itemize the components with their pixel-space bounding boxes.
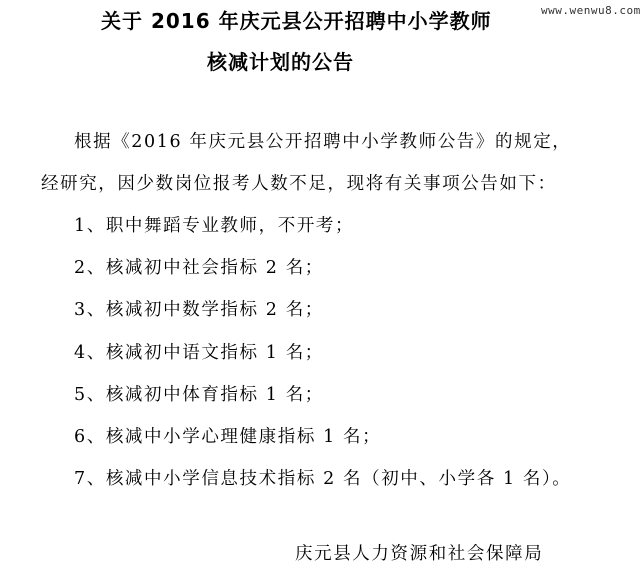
title-line-1: 关于 2016 年庆元县公开招聘中小学教师 (101, 9, 492, 33)
list-item: 4、核减初中语文指标 1 名； (74, 343, 324, 363)
list-item: 3、核减初中数学指标 2 名； (74, 300, 324, 320)
list-item: 2、核减初中社会指标 2 名； (74, 258, 324, 278)
title-line-2: 核减计划的公告 (207, 50, 354, 74)
list-item: 7、核减中小学信息技术指标 2 名（初中、小学各 1 名）。 (74, 469, 572, 489)
watermark: www.wenwu8.com (541, 4, 641, 17)
intro-line-2: 经研究，因少数岗位报考人数不足，现将有关事项公告如下： (41, 174, 557, 194)
list-item: 6、核减中小学心理健康指标 1 名； (74, 427, 382, 447)
signature: 庆元县人力资源和社会保障局 (295, 544, 544, 564)
intro-line-1: 根据《2016 年庆元县公开招聘中小学教师公告》的规定， (74, 132, 572, 152)
list-item: 1、职中舞蹈专业教师，不开考； (74, 216, 355, 236)
list-item: 5、核减初中体育指标 1 名； (74, 385, 324, 405)
